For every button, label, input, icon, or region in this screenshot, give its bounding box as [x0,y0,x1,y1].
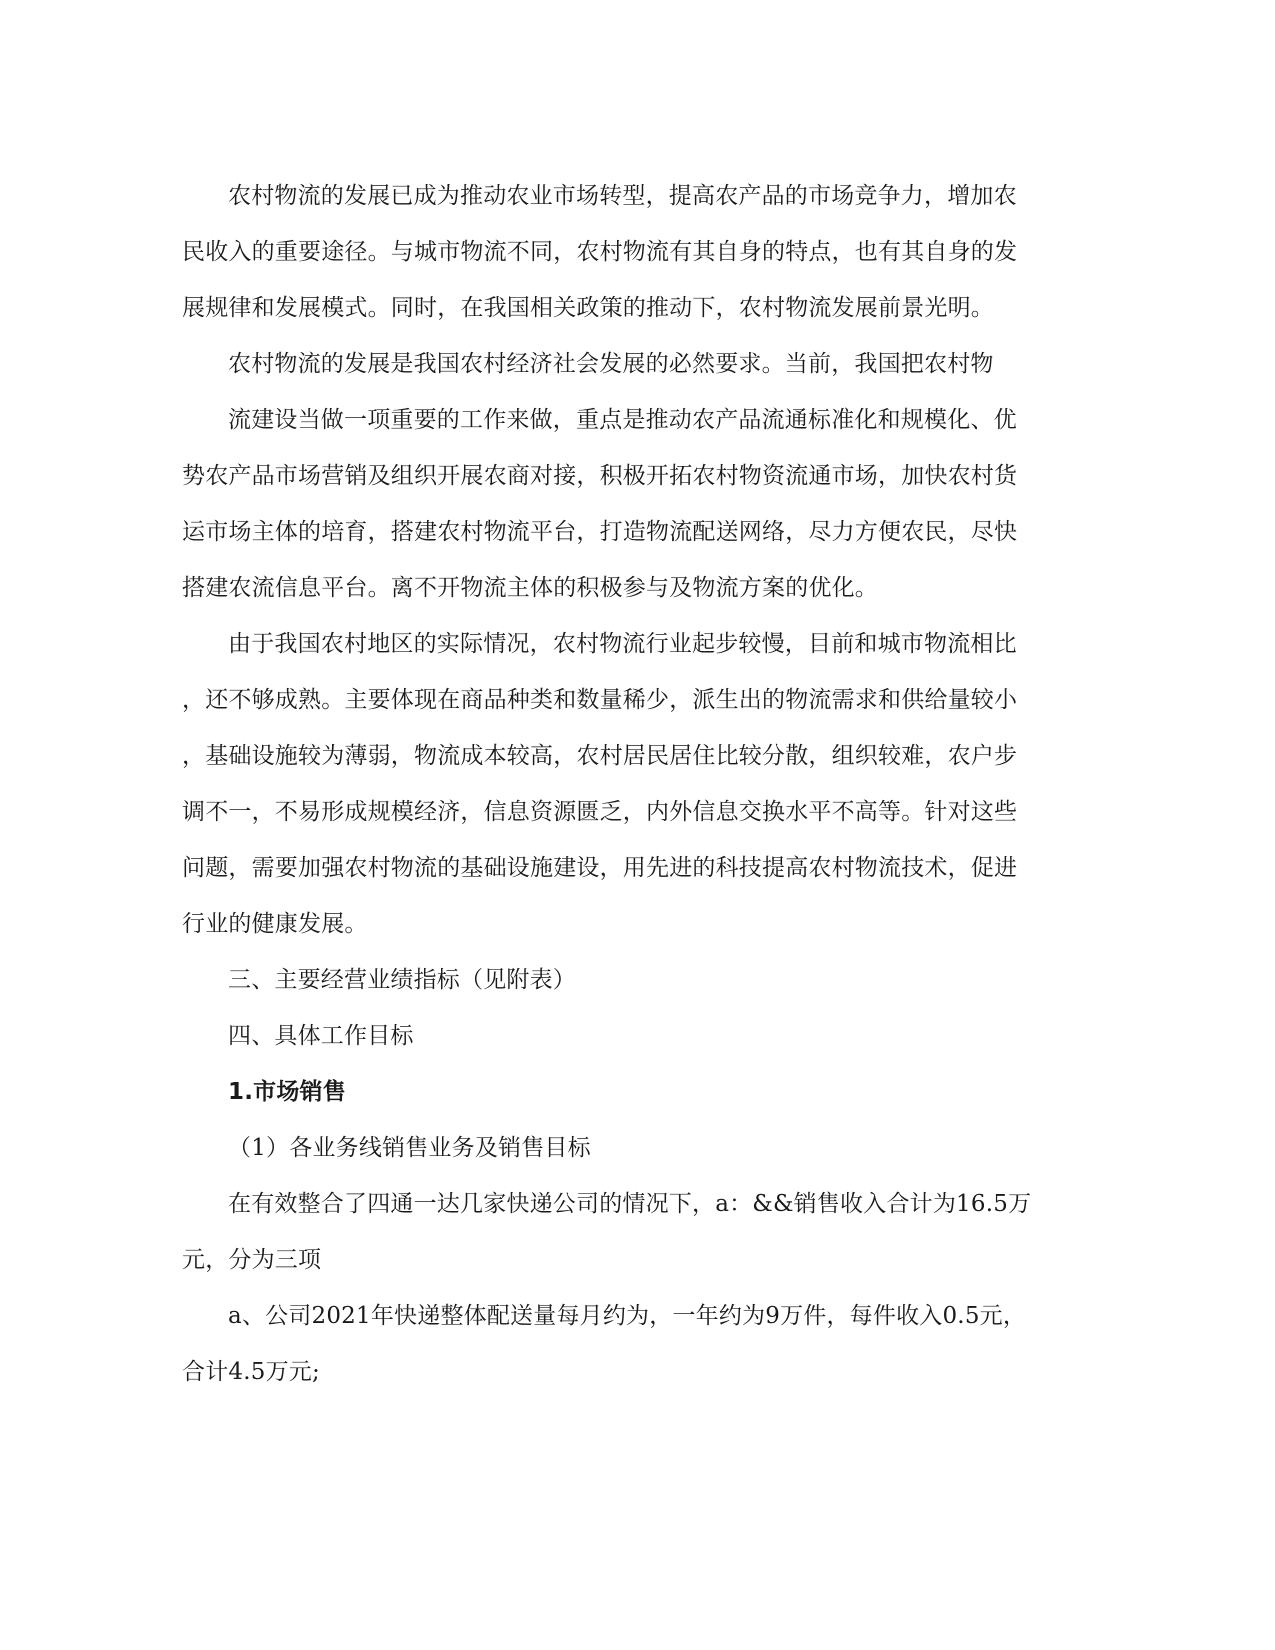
text-line: 调不一，不易形成规模经济，信息资源匮乏，内外信息交换水平不高等。针对这些 [182,799,1018,825]
subsection-heading-market-sales: 1.市场销售 [228,1079,346,1105]
text-line: 问题，需要加强农村物流的基础设施建设，用先进的科技提高农村物流技术，促进 [182,855,1018,881]
text-line: 民收入的重要途径。与城市物流不同，农村物流有其自身的特点，也有其自身的发 [182,239,1018,265]
subsection-heading-sales-targets: （1）各业务线销售业务及销售目标 [228,1135,591,1161]
paragraph-revenue [182,1176,1062,1288]
text-line: 在有效整合了四通一达几家快递公司的情况下，a：&&销售收入合计为16.5万 [228,1191,1032,1217]
section-heading-four: 四、具体工作目标 [228,1023,414,1049]
section-heading-three: 三、主要经营业绩指标（见附表） [228,967,576,993]
text-line: a、公司2021年快递整体配送量每月约为，一年约为9万件，每件收入0.5元， [228,1303,1027,1329]
text-line: 搭建农流信息平台。离不开物流主体的积极参与及物流方案的优化。 [182,575,878,601]
text-line: 势农产品市场营销及组织开展农商对接，积极开拓农村物资流通市场，加快农村货 [182,463,1018,489]
text-line: ，基础设施较为薄弱，物流成本较高，农村居民居住比较分散，组织较难，农户步 [182,743,1018,769]
text-line: 行业的健康发展。 [182,911,368,937]
document-body [182,168,1062,1400]
text-line: 农村物流的发展已成为推动农业市场转型，提高农产品的市场竞争力，增加农 [228,183,1017,209]
paragraph-rural-logistics-problems [182,616,1062,952]
paragraph-rural-logistics-requirement [182,336,1062,616]
text-line: 农村物流的发展是我国农村经济社会发展的必然要求。当前，我国把农村物 [228,351,994,377]
text-line: 元，分为三项 [182,1247,322,1273]
text-line: 运市场主体的培育，搭建农村物流平台，打造物流配送网络，尽力方便农民，尽快 [182,519,1018,545]
text-line: 由于我国农村地区的实际情况，农村物流行业起步较慢，目前和城市物流相比 [228,631,1017,657]
text-line: ，还不够成熟。主要体现在商品种类和数量稀少，派生出的物流需求和供给量较小 [182,687,1018,713]
text-line: 流建设当做一项重要的工作来做，重点是推动农产品流通标准化和规模化、优 [228,407,1017,433]
paragraph-item-a [182,1288,1062,1400]
text-line: 展规律和发展模式。同时，在我国相关政策的推动下，农村物流发展前景光明。 [182,295,994,321]
text-line: 合计4.5万元; [182,1359,320,1385]
paragraph-rural-logistics-intro [182,168,1062,336]
